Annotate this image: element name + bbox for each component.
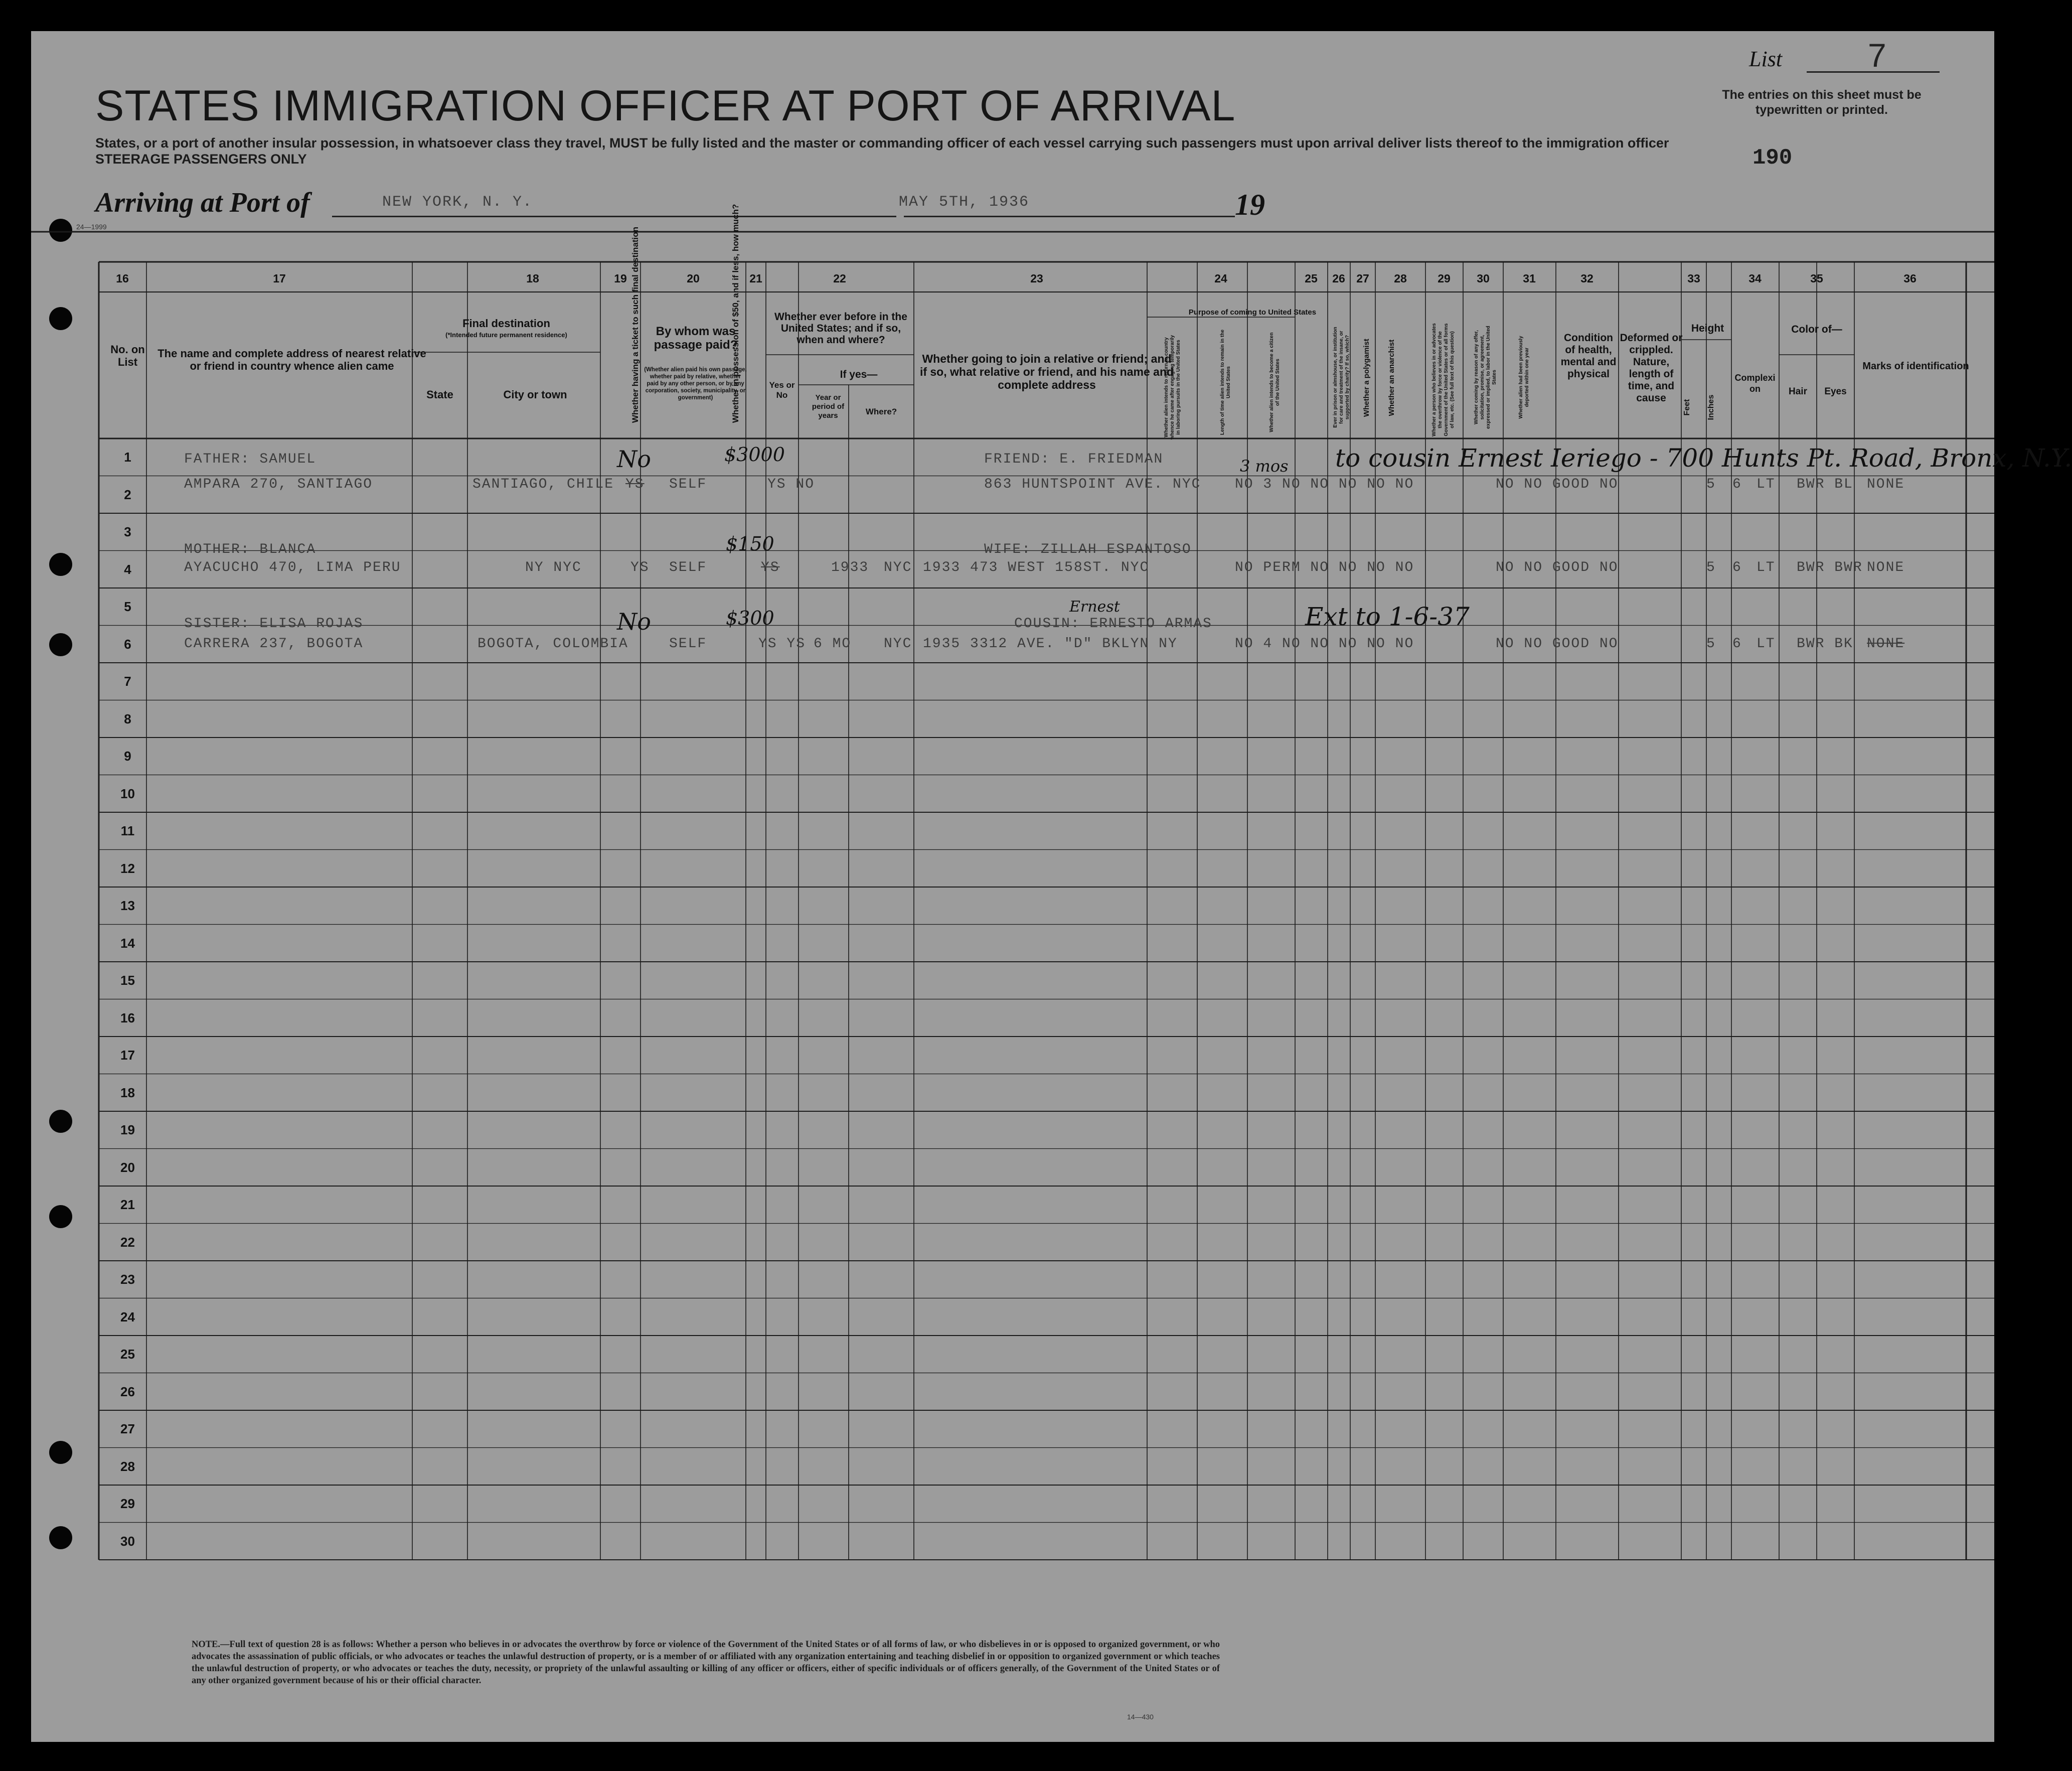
row-number: 5 (124, 599, 131, 614)
header-previous-visit: Whether ever before in the United States; and if so, when and where? (774, 311, 907, 346)
row5-relative-line2: CARRERA 237, BOGOTA (184, 636, 364, 652)
row1-destination: SANTIAGO, CHILE (472, 477, 614, 492)
row-number: 24 (120, 1309, 135, 1324)
row3-money: $150 (726, 533, 774, 555)
header-complexion: Complexion (1734, 373, 1776, 394)
header-return-intent: Whether alien intends to return to country whence he came after engaging temporarily in laboring pursuits in the United States (1164, 335, 1181, 440)
year-prefix: 19 (1235, 188, 1265, 221)
row5-destination: BOGOTA, COLOMBIA (477, 636, 628, 652)
header-citizen-intent: Whether alien intends to become a citizen of the United States (1269, 332, 1281, 432)
entries-instruction: The entries on this sheet must be typewritten or printed. (1722, 88, 1922, 117)
column-number: 31 (1523, 272, 1536, 285)
column-number: 21 (749, 272, 762, 285)
row-number: 1 (124, 450, 131, 465)
row5-previous-years: 6 MO (814, 636, 852, 652)
row3-relative-line2: AYACUCHO 470, LIMA PERU (184, 560, 401, 575)
header-yes-no: Yes or No (769, 380, 795, 400)
header-subtitle: States, or a port of another insular possession, in whatsoever class they travel, MUST be fully listed and the master or commanding officer of each vessel carrying such passengers must upon arrival deliver lists thereof to the immigration officer (95, 135, 1669, 151)
header-color: Color of— (1791, 324, 1842, 335)
row5-relative-line1: SISTER: ELISA ROJAS (184, 616, 364, 632)
column-number: 22 (833, 272, 846, 285)
row3-purpose: NO PERM NO NO NO NO (1235, 560, 1414, 575)
row-number: 12 (120, 860, 135, 876)
row5-join-handwritten: Ernest (1069, 598, 1120, 616)
header-inches: Inches (1707, 394, 1715, 420)
row1-handwritten-annotation: to cousin Ernest Ieriego - 700 Hunts Pt. Road, Bronx, N.Y. (1335, 444, 2072, 473)
column-number: 20 (687, 272, 700, 285)
row1-hair-eyes: BWR BL (1797, 477, 1853, 492)
row-number: 25 (120, 1347, 135, 1362)
header-labor-offer: Whether coming by reason of any offer, solicitation, promise, or agreement, expressed or implied, to labor in the United States (1474, 326, 1497, 429)
header-ticket: Whether having a ticket to such final destination (630, 226, 640, 423)
header-state: State (426, 388, 453, 401)
arrival-date: MAY 5TH, 1936 (899, 194, 1030, 211)
row3-previous-years: 1933 (831, 560, 869, 575)
header-anarchist: Whether an anarchist (1387, 339, 1396, 416)
row3-ticket: YS (630, 560, 650, 575)
header-nearest-relative: The name and complete address of nearest relative or friend in country whence alien came (157, 347, 426, 372)
column-number: 23 (1030, 272, 1043, 285)
header-deformed: Deformed or crippled. Nature, length of time, and cause (1620, 332, 1683, 404)
header-money: Whether in possession of $50, and if less, how much? (731, 204, 740, 423)
row3-health-cols: NO NO GOOD NO (1496, 560, 1619, 575)
row5-complexion: LT (1757, 636, 1776, 652)
column-number: 33 (1687, 272, 1700, 285)
row-number: 4 (124, 561, 131, 577)
list-label: List (1749, 47, 1783, 71)
header-passage-paid-note: (Whether alien paid his own passage, whether paid by relative, whether paid by any other person, or by any corporation, society, municipality, or government) (644, 367, 747, 401)
sheet-number: 190 (1752, 145, 1793, 171)
header-where: Where? (865, 407, 897, 416)
column-number: 26 (1332, 272, 1345, 285)
column-number: 16 (116, 272, 129, 285)
header-height: Height (1691, 323, 1724, 334)
row-number: 10 (120, 786, 135, 801)
row-number: 9 (124, 749, 131, 764)
column-number: 29 (1438, 272, 1451, 285)
column-number: 28 (1394, 272, 1407, 285)
row5-handwritten-annotation: Ext to 1-6-37 (1305, 602, 1470, 631)
header-final-destination-note: (*Intended future permanent residence) (445, 331, 567, 339)
row3-join-line1: WIFE: ZILLAH ESPANTOSO (984, 542, 1192, 557)
header-no-on-list: No. on List (110, 343, 145, 368)
header-length-of-stay: Length of time alien intends to remain in the United States (1220, 329, 1231, 435)
row5-hair-eyes: BWR BK (1797, 636, 1853, 652)
row3-destination: NY NYC (525, 560, 582, 575)
column-number: 34 (1748, 272, 1762, 285)
row-number: 21 (120, 1197, 135, 1212)
row5-join-line2: 1935 3312 AVE. "D" BKLYN NY (923, 636, 1178, 652)
row5-health-cols: NO NO GOOD NO (1496, 636, 1619, 652)
row5-inches: 6 (1732, 636, 1742, 652)
row-number: 6 (124, 636, 131, 652)
column-number: 19 (614, 272, 627, 285)
column-number: 24 (1214, 272, 1227, 285)
header-purpose: Purpose of coming to United States (1188, 308, 1317, 317)
row-number: 23 (120, 1272, 135, 1287)
header-eyes: Eyes (1824, 386, 1847, 397)
row3-join-line2: 1933 473 WEST 158ST. NYC (923, 560, 1150, 575)
row-number: 20 (120, 1159, 135, 1175)
row5-money: $300 (726, 607, 774, 629)
row1-complexion: LT (1757, 477, 1776, 492)
row1-stay-handwritten: 3 mos (1240, 457, 1289, 476)
page-title: STATES IMMIGRATION OFFICER AT PORT OF ARRIVAL (95, 82, 1236, 130)
row-number: 2 (124, 487, 131, 502)
row1-ticket-handwritten: No (617, 446, 651, 473)
column-number: 17 (273, 272, 286, 285)
row1-join-line2: 863 HUNTSPOINT AVE. NYC (984, 477, 1201, 492)
row5-marks: NONE (1867, 636, 1905, 652)
row1-feet: 5 (1706, 477, 1716, 492)
row-number: 27 (120, 1421, 135, 1436)
row5-feet: 5 (1706, 636, 1716, 652)
row-number: 28 (120, 1458, 135, 1474)
row-number: 26 (120, 1384, 135, 1399)
arriving-label: Arriving at Port of (95, 187, 310, 218)
row1-ticket: YS (625, 477, 645, 492)
row1-join-line1: FRIEND: E. FRIEDMAN (984, 452, 1164, 467)
row3-feet: 5 (1706, 560, 1716, 575)
column-number: 30 (1477, 272, 1490, 285)
row5-ticket-handwritten: No (617, 608, 651, 635)
row1-inches: 6 (1732, 477, 1742, 492)
row1-relative-line2: AMPARA 270, SANTIAGO (184, 477, 373, 492)
footer-note: NOTE.—Full text of question 28 is as follows: Whether a person who believes in or advocates the overthrow by force or violence of the Government of the United States or of all forms of law, or who disbelieves in or is opposed to organized government, or who advocates the assassination of public officials, or who advocates or teaches the unlawful destruction of property, or is a member of or affiliated with any organization entertaining and teaching disbelief in or opposition to organized government or which teaches the unlawful destruction of property, or who advocates or teaches the duty, necessity, or propriety of the unlawful assaulting or killing of any officer or officers, either of specific individuals or of officers generally, of the Government of the United States or of any other organized government because of his or their official character. (192, 1640, 1220, 1686)
row-number: 14 (120, 935, 135, 951)
header-hair: Hair (1789, 386, 1807, 397)
column-number: 32 (1580, 272, 1593, 285)
header-feet: Feet (1683, 399, 1691, 416)
row3-relative-line1: MOTHER: BLANCA (184, 542, 316, 557)
header-deported: Whether alien had been previously deported within one year (1518, 336, 1530, 419)
header-polygamist: Whether a polygamist (1362, 339, 1371, 417)
row-number: 22 (120, 1234, 135, 1250)
row-number: 8 (124, 711, 131, 726)
row1-health-cols: NO NO GOOD NO (1496, 477, 1619, 492)
row1-marks: NONE (1867, 477, 1905, 492)
header-health: Condition of health, mental and physical (1560, 332, 1617, 380)
row-number: 18 (120, 1085, 135, 1100)
column-number: 27 (1356, 272, 1369, 285)
header-joining: Whether going to join a relative or friend; and if so, what relative or friend, and his name and complete address (919, 352, 1174, 391)
row1-paid-by: SELF (669, 477, 707, 492)
row-number: 19 (120, 1122, 135, 1137)
header-years: Year or period of years (812, 393, 845, 420)
header-if-yes: If yes— (840, 369, 878, 380)
row-number: 30 (120, 1533, 135, 1549)
port-value: NEW YORK, N. Y. (382, 194, 533, 211)
row3-complexion: LT (1757, 560, 1776, 575)
row-number: 7 (124, 674, 131, 689)
row5-previous-where: NYC (884, 636, 912, 652)
row-number: 17 (120, 1048, 135, 1063)
row1-relative-line1: FATHER: SAMUEL (184, 452, 316, 467)
column-number: 36 (1903, 272, 1917, 285)
row1-money: $3000 (724, 444, 785, 466)
row3-paid-by: SELF (669, 560, 707, 575)
header-prison: Ever in prison or almshouse, or institution for care and treatment of the insane, or supported by charity? If so, which? (1333, 327, 1350, 428)
manifest-sheet (31, 31, 2072, 1742)
row-number: 15 (120, 973, 135, 988)
top-form-code: 24—1999 (76, 223, 107, 231)
row1-purpose: NO 3 NO NO NO NO NO (1235, 477, 1414, 492)
header-passage-paid: By whom was passage paid? (654, 325, 738, 352)
passenger-class-label: STEERAGE PASSENGERS ONLY (95, 152, 307, 167)
row-number: 13 (120, 898, 135, 913)
footer-form-code: 14—430 (1127, 1713, 1154, 1721)
row-number: 29 (120, 1496, 135, 1511)
row3-hair-eyes: BWR BWR (1797, 560, 1863, 575)
row5-join-line1: COUSIN: ERNESTO ARMAS (1014, 616, 1212, 632)
row3-previous-visit: YS (761, 560, 780, 575)
row3-previous-where: NYC (884, 560, 912, 575)
header-overthrow: Whether a person who believes in or advocates the overthrow by force or violence of the Government of the United States or of all forms of law, etc. (See full text of this question) (1431, 323, 1455, 436)
row3-inches: 6 (1732, 560, 1742, 575)
row1-previous-visit: YS NO (767, 477, 815, 492)
column-number: 25 (1305, 272, 1318, 285)
list-number: 7 (1868, 37, 1886, 74)
row-number: 3 (124, 524, 131, 539)
column-number: 18 (526, 272, 539, 285)
row-number: 11 (120, 823, 135, 838)
row5-purpose: NO 4 NO NO NO NO NO (1235, 636, 1414, 652)
column-number: 35 (1810, 272, 1823, 285)
row-number: 16 (120, 1010, 135, 1025)
row3-marks: NONE (1867, 560, 1905, 575)
header-city: City or town (503, 388, 567, 401)
row5-paid-by: SELF (669, 636, 707, 652)
row5-previous-visit: YS YS (758, 636, 806, 652)
header-final-destination: Final destination (462, 317, 550, 330)
manifest-grid (31, 31, 1994, 1742)
header-marks: Marks of identification (1862, 361, 1969, 372)
